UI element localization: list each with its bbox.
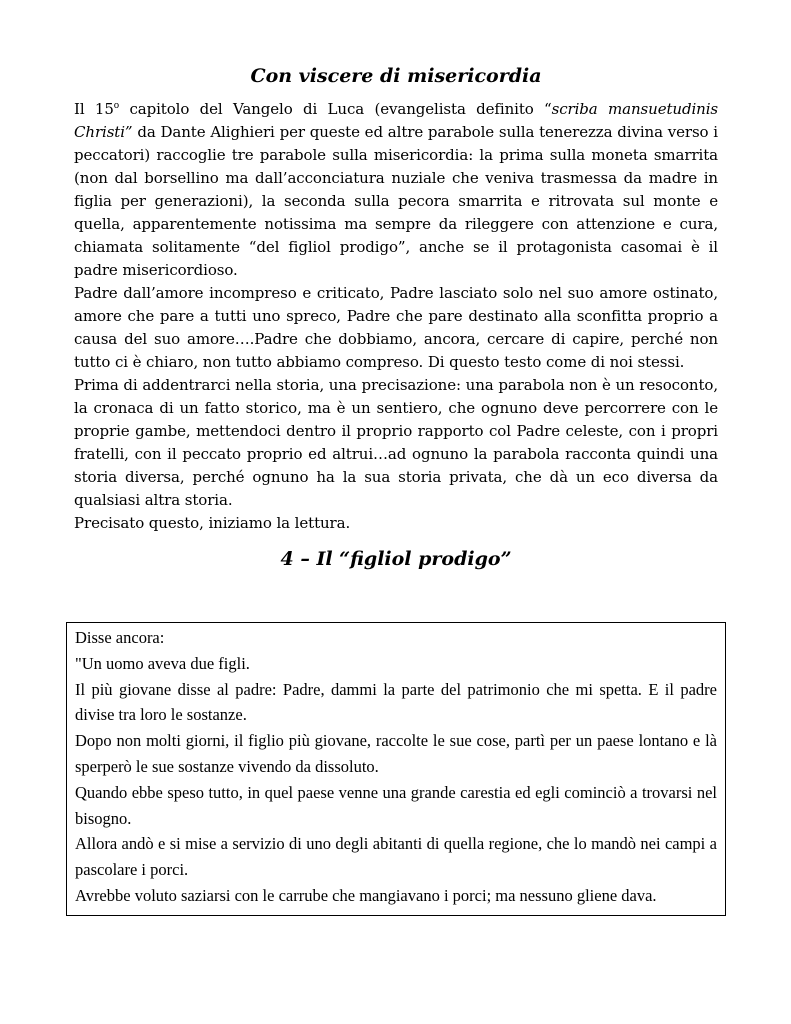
intro-p1-latin-quote: scriba mansuetudinis Christi” <box>74 100 719 141</box>
gospel-line: Il più giovane disse al padre: Padre, dammi la parte del patrimonio che mi spetta. E il padre divise tra loro le sostanze. <box>75 679 717 725</box>
intro-paragraph-1 <box>74 98 718 282</box>
gospel-line: Allora andò e si mise a servizio di uno degli abitanti di quella regione, che lo mandò nei campi a pascolare i porci. <box>75 834 717 880</box>
intro-paragraph-4: Precisato questo, iniziamo la lettura. <box>74 514 351 532</box>
degree-superscript: o <box>113 101 120 111</box>
intro-paragraph-2: Padre dall’amore incompreso e criticato, Padre lasciato solo nel suo amore ostinato, amore che pare a tutti uno spreco, Padre che pare destinato alla sconfitta proprio a causa del suo amore….Padre che dobbiamo, ancora, cercare di capire, perché non tutto ci è chiaro, non tutto abbiamo compreso. Di questo testo come di noi stessi. <box>74 284 718 371</box>
gospel-line: Avrebbe voluto saziarsi con le carrube che mangiavano i porci; ma nessuno gliene dava. <box>75 885 657 905</box>
intro-p1-end: da Dante Alighieri per queste ed altre parabole sulla tenerezza divina verso i peccatori) raccoglie tre parabole sulla misericordia: la prima sulla moneta smarrita (non dal borsellino ma dall’acconciatura nuziale che veniva trasmessa da madre in figlia per generazioni), la seconda sulla pecora smarrita e ritrovata sul monte e quella, apparentemente notissima ma sempre da rileggere con attenzione e cura, chiamata solitamente “del figliol prodigo”, anche se il protagonista casomai è il padre misericordioso. <box>74 123 718 279</box>
gospel-line: Quando ebbe speso tutto, in quel paese venne una grande carestia ed egli cominciò a trovarsi nel bisogno. <box>75 782 717 828</box>
gospel-line: "Un uomo aveva due figli. <box>75 653 250 673</box>
intro-text <box>74 98 718 535</box>
intro-p1-mid: capitolo del Vangelo di Luca (evangelista definito “ <box>119 100 552 118</box>
gospel-line: Dopo non molti giorni, il figlio più giovane, raccolte le sue cose, partì per un paese lontano e là sperperò le sue sostanze vivendo da dissoluto. <box>75 731 717 776</box>
document-page <box>74 62 718 583</box>
document-title: Con viscere di misericordia <box>250 65 542 87</box>
section-title: 4 – Il “figliol prodigo” <box>280 548 512 570</box>
gospel-line: Disse ancora: <box>75 628 165 647</box>
intro-paragraph-3: Prima di addentrarci nella storia, una precisazione: una parabola non è un resoconto, la cronaca di un fatto storico, ma è un sentiero, che ognuno deve percorrere con le proprie gambe, mettendoci dentro il proprio rapporto col Padre celeste, con i propri fratelli, con il peccato proprio ed altrui…ad ognuno la parabola racconta quindi una storia diversa, perché ognuno ha la sua storia privata, che dà un eco diversa da qualsiasi altra storia. <box>74 376 718 509</box>
intro-p1-start: Il 15 <box>74 100 114 118</box>
gospel-quote-box <box>66 622 726 916</box>
